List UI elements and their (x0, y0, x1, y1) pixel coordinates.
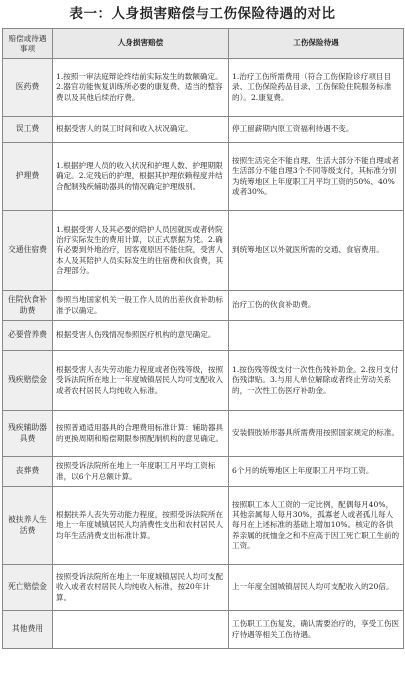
table-row (3, 117, 404, 143)
page-title: 表一：人身损害赔偿与工伤保险待遇的对比 (69, 6, 336, 22)
row-item: 医药费 (3, 59, 53, 117)
row-personal-cell: 根据扶养人丧失劳动能力程度，按照受诉法院所在地上一年度城镇居民人均消费性支出和农村居民人均年生活消费支出标准计算。 (53, 487, 229, 565)
row-item: 交通住宿费 (3, 211, 53, 291)
row-injury-cell: 治疗工伤的伙食补助费。 (229, 291, 404, 321)
row-item: 死亡赔偿金 (3, 565, 53, 611)
table-row (3, 565, 404, 611)
row-personal-cell: 1.按照一审法庭辩论终结前实际发生的数额确定。2.器官功能恢复训练所必要的康复费、适当的整容费以及其他后续治疗费。 (53, 59, 229, 117)
table-row (3, 351, 404, 411)
row-injury-cell: 按照生活完全不能自理、生活大部分不能自理或者生活部分不能自理3个不同等级支付，其标准分别为统筹地区上年度职工月平均工资的50%、40%或者30%。 (229, 143, 404, 211)
row-injury-cell: 上一年度全国城镇居民人均可支配收入的20倍。 (229, 565, 404, 611)
row-item: 必要营养费 (3, 321, 53, 351)
header-work-injury: 工伤保险待遇 (229, 29, 404, 59)
row-item: 被扶养人生活费 (3, 487, 53, 565)
table-header-row (3, 29, 404, 59)
row-personal-cell: 1.根据护理人员的收入状况和护理人数、护理期限确定。2.定残后的护理，根据其护理依赖程度并结合配制残疾辅助器具的情况确定护理级别。 (53, 143, 229, 211)
row-item: 残疾辅助器具费 (3, 411, 53, 457)
row-personal-cell: 按照普通适用器具的合理费用标准计算：辅助器具的更换周期和赔偿期限参照配制机构的意见确定。 (53, 411, 229, 457)
header-personal-injury: 人身损害赔偿 (53, 29, 229, 59)
row-personal-cell: 根据受害人的误工时间和收入状况确定。 (53, 117, 229, 143)
row-injury-cell: 6个月的统筹地区上年度职工月平均工资。 (229, 457, 404, 487)
row-injury-cell: 1.治疗工伤所需费用（符合工伤保险诊疗项目目录、工伤保险药品目录、工伤保险住院服务标准的）。2.康复费。 (229, 59, 404, 117)
row-injury-cell: 安装假肢矫形器具所需费用按照国家规定的标准。 (229, 411, 404, 457)
row-injury-cell: 按照职工本人工资的一定比例，配偶每月40%，其他亲属每人每月30%，孤寡老人或者孤儿每人每月在上述标准的基础上增加10%。核定的各供养亲属的抚恤金之和不应高于因工死亡职工生前的工资。 (229, 487, 404, 565)
row-injury-cell (229, 321, 404, 351)
table-row (3, 59, 404, 117)
row-item: 丧葬费 (3, 457, 53, 487)
row-item: 护理费 (3, 143, 53, 211)
table-row (3, 211, 404, 291)
row-personal-cell: 参照当地国家机关一般工作人员的出差伙食补助标准予以确定。 (53, 291, 229, 321)
row-item: 残疾赔偿金 (3, 351, 53, 411)
table-row (3, 143, 404, 211)
row-injury-cell: 1.按伤残等级支付一次性伤残补助金。2.按月支付伤残津贴。3.与用人单位解除或者终止劳动关系的，一次性工伤医疗补助金。 (229, 351, 404, 411)
row-item: 其他费用 (3, 611, 53, 649)
row-injury-cell: 工伤职工工伤复发，确认需要治疗的，享受工伤医疗待遇等相关工伤待遇。 (229, 611, 404, 649)
header-item: 赔偿或待遇事项 (3, 29, 53, 59)
row-personal-cell: 根据受害人伤残情况参照医疗机构的意见确定。 (53, 321, 229, 351)
table-row (3, 291, 404, 321)
row-item: 误工费 (3, 117, 53, 143)
row-item: 住院伙食补助费 (3, 291, 53, 321)
row-personal-cell (53, 611, 229, 649)
row-injury-cell: 到统筹地区以外就医所需的交通、食宿费用。 (229, 211, 404, 291)
row-personal-cell: 根据受害人丧失劳动能力程度或者伤残等级，按照受诉法院所在地上一年度城镇居民人均可支配收入或者农村居民人均纯收入标准。 (53, 351, 229, 411)
table-row (3, 411, 404, 457)
row-personal-cell: 1.根据受害人及其必要的陪护人员因就医或者转院治疗实际发生的费用计算，以正式票据为凭。2.确有必要到外地治疗，因客观原因不能住院，受害人本人及其陪护人员实际发生的住宿费和伙食费，其合理部分。 (53, 211, 229, 291)
row-personal-cell: 按照受诉法院所在地上一年度城镇居民人均可支配收入或者农村居民人均纯收入标准，按20年计算。 (53, 565, 229, 611)
row-personal-cell: 按照受诉法院所在地上一年度职工月平均工资标准，以6个月总额计算。 (53, 457, 229, 487)
table-row (3, 457, 404, 487)
table-row (3, 487, 404, 565)
table-row (3, 321, 404, 351)
row-injury-cell: 停工留薪期内原工资福利待遇不变。 (229, 117, 404, 143)
table-row (3, 611, 404, 649)
comparison-table (2, 28, 404, 649)
